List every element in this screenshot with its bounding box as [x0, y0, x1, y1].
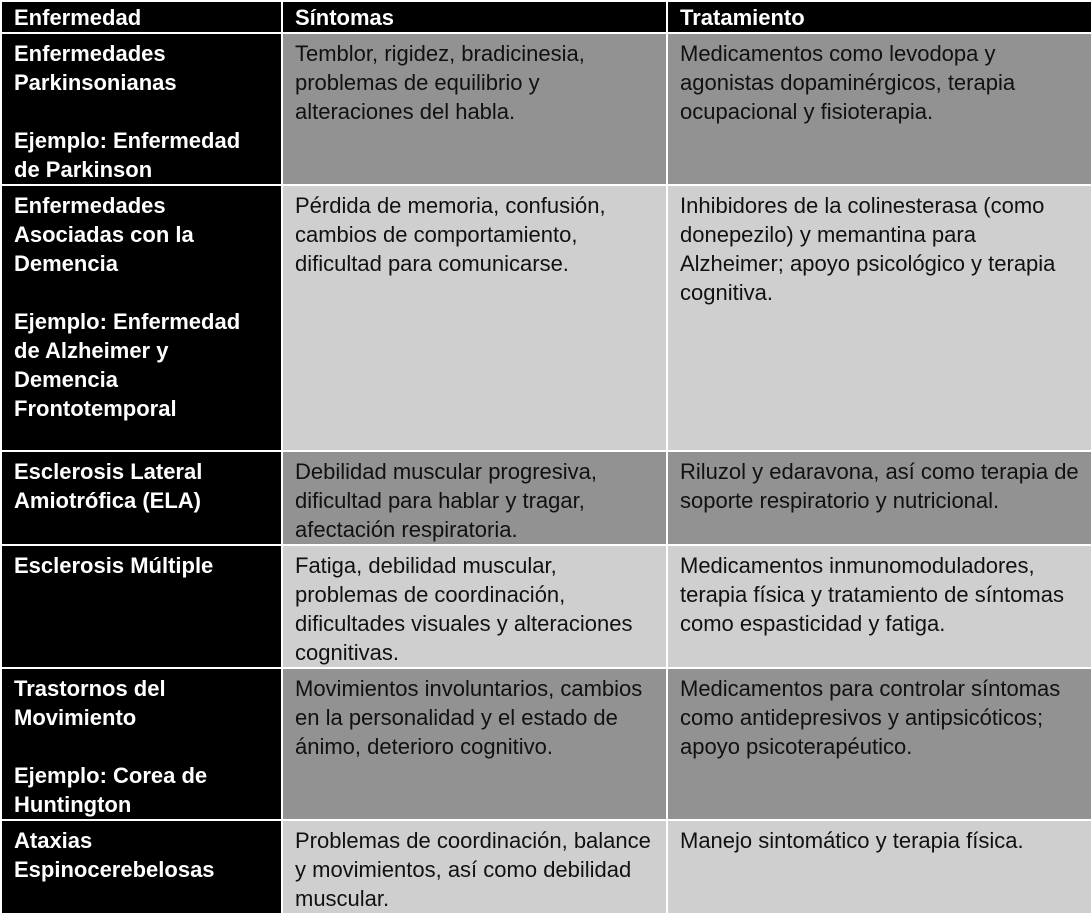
header-treatment: Tratamiento — [667, 1, 1091, 33]
symptoms-cell: Problemas de coordinación, balance y movimientos, así como debilidad muscular. — [282, 820, 667, 914]
table-row — [1, 668, 1091, 820]
treatment-cell: Riluzol y edaravona, así como terapia de soporte respiratorio y nutricional. — [667, 451, 1091, 545]
disease-cell — [1, 451, 282, 545]
table-row — [1, 451, 1091, 545]
treatment-cell: Manejo sintomático y terapia física. — [667, 820, 1091, 914]
disease-cell — [1, 820, 282, 914]
disease-name: Esclerosis Múltiple — [14, 553, 214, 578]
table-row — [1, 820, 1091, 914]
treatment-cell: Medicamentos como levodopa y agonistas dopaminérgicos, terapia ocupacional y fisioterapia. — [667, 33, 1091, 185]
table-row — [1, 185, 1091, 451]
table-row — [1, 545, 1091, 668]
header-row — [1, 1, 1091, 33]
disease-name: Enfermedades Parkinsonianas — [14, 41, 177, 95]
disease-example: Ejemplo: Corea de Huntington — [14, 763, 208, 817]
table-row — [1, 33, 1091, 185]
disease-name: Esclerosis Lateral Amiotrófica (ELA) — [14, 459, 203, 513]
header-symptoms: Síntomas — [282, 1, 667, 33]
header-disease: Enfermedad — [1, 1, 282, 33]
symptoms-cell: Temblor, rigidez, bradicinesia, problemas de equilibrio y alteraciones del habla. — [282, 33, 667, 185]
symptoms-cell: Pérdida de memoria, confusión, cambios de comportamiento, dificultad para comunicarse. — [282, 185, 667, 451]
treatment-cell: Medicamentos para controlar síntomas como antidepresivos y antipsicóticos; apoyo psicoterapéutico. — [667, 668, 1091, 820]
symptoms-cell: Movimientos involuntarios, cambios en la personalidad y el estado de ánimo, deterioro cognitivo. — [282, 668, 667, 820]
symptoms-cell: Fatiga, debilidad muscular, problemas de coordinación, dificultades visuales y alteraciones cognitivas. — [282, 545, 667, 668]
disease-cell — [1, 33, 282, 185]
treatment-cell: Medicamentos inmunomoduladores, terapia física y tratamiento de síntomas como espasticidad y fatiga. — [667, 545, 1091, 668]
disease-example: Ejemplo: Enfermedad de Parkinson — [14, 128, 241, 182]
disease-name: Enfermedades Asociadas con la Demencia — [14, 193, 194, 276]
disease-example: Ejemplo: Enfermedad de Alzheimer y Demencia Frontotemporal — [14, 309, 241, 421]
disease-cell — [1, 668, 282, 820]
disease-name: Trastornos del Movimiento — [14, 676, 166, 730]
disease-cell — [1, 545, 282, 668]
treatment-cell: Inhibidores de la colinesterasa (como donepezilo) y memantina para Alzheimer; apoyo psicológico y terapia cognitiva. — [667, 185, 1091, 451]
disease-cell — [1, 185, 282, 451]
disease-name: Ataxias Espinocerebelosas — [14, 828, 215, 882]
symptoms-cell: Debilidad muscular progresiva, dificultad para hablar y tragar, afectación respiratoria. — [282, 451, 667, 545]
